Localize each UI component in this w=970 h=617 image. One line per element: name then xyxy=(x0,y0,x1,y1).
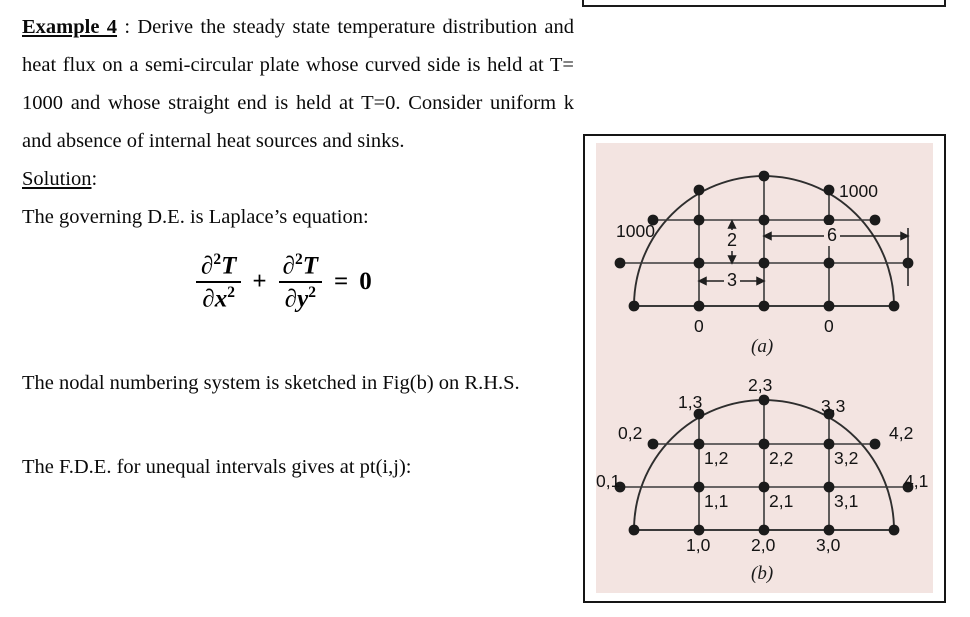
figure-canvas xyxy=(596,143,933,593)
panel-b-node-label-2-1: 2,1 xyxy=(769,491,794,511)
nodal-numbering-paragraph: The nodal numbering system is sketched in Fig(b) on R.H.S. xyxy=(22,372,520,394)
dx2-denominator xyxy=(196,281,241,313)
plus-operator: + xyxy=(252,268,267,295)
panel-b-node-label-3-0: 3,0 xyxy=(816,535,841,555)
solution-label: Solution xyxy=(22,168,92,190)
node-b-2-0 xyxy=(759,525,770,536)
node-a-1-0 xyxy=(694,301,705,312)
panel-b-node-label-3-2: 3,2 xyxy=(834,448,859,468)
node-a-3-3 xyxy=(824,185,835,196)
node-b-1-1 xyxy=(694,482,705,493)
text-column xyxy=(22,8,574,486)
node-b-3-0 xyxy=(824,525,835,536)
panel-a-label-zero-right: 0 xyxy=(824,316,834,336)
solution-colon: : xyxy=(91,168,98,190)
x-order: 2 xyxy=(227,284,235,301)
node-a-2-0 xyxy=(759,301,770,312)
partial-symbol-x-num: ∂ xyxy=(201,252,214,279)
governing-equation-intro: The governing D.E. is Laplace’s equation: xyxy=(22,206,369,228)
partial-order-x-num: 2 xyxy=(213,250,222,268)
y-variable: y xyxy=(297,285,309,313)
panel-b-node-label-0-2: 0,2 xyxy=(618,423,643,443)
panel-b-node-label-4-2: 4,2 xyxy=(889,423,914,443)
panel-b-node-label-3-3: 3,3 xyxy=(821,396,846,416)
panel-b-node-label-1-3: 1,3 xyxy=(678,392,703,412)
node-a-4-2 xyxy=(870,215,881,226)
node-b-4-0 xyxy=(889,525,900,536)
laplace-equation-expression xyxy=(192,251,372,314)
node-b-3-2 xyxy=(824,439,835,450)
node-b-0-0 xyxy=(629,525,640,536)
heading-separator: : xyxy=(117,16,138,38)
node-a-1-2 xyxy=(694,215,705,226)
panel-b-node-label-4-1: 4,1 xyxy=(904,471,929,491)
panel-b-node-label-1-1: 1,1 xyxy=(704,491,729,511)
x-variable: x xyxy=(214,285,228,313)
example-heading: Example 4 xyxy=(22,16,118,38)
panel-a-label-1000-right: 1000 xyxy=(839,181,878,201)
panel-b-node-label-1-0: 1,0 xyxy=(686,535,711,555)
figure-frame xyxy=(583,134,946,603)
solution-label-paragraph xyxy=(22,160,574,198)
equals-operator: = xyxy=(334,268,349,295)
panel-b-node-label-2-0: 2,0 xyxy=(751,535,776,555)
node-b-2-2 xyxy=(759,439,770,450)
node-b-1-2 xyxy=(694,439,705,450)
fde-paragraph: The F.D.E. for unequal intervals gives at pt(i,j): xyxy=(22,456,412,478)
panel-b-node-label-2-3: 2,3 xyxy=(748,375,773,395)
panel-a-caption: (a) xyxy=(751,336,774,357)
vertical-spacer-1 xyxy=(22,328,574,364)
node-b-3-1 xyxy=(824,482,835,493)
node-b-1-0 xyxy=(694,525,705,536)
panel-a-label-zero-left: 0 xyxy=(694,316,704,336)
panel-b-node-label-2-2: 2,2 xyxy=(769,448,794,468)
node-a-3-0 xyxy=(824,301,835,312)
panel-b-node-label-3-1: 3,1 xyxy=(834,491,859,511)
y-order: 2 xyxy=(308,284,316,301)
node-b-0-2 xyxy=(648,439,659,450)
node-b-2-1 xyxy=(759,482,770,493)
panel-a-dimension-6: 6 xyxy=(824,225,840,246)
d2T-numerator-y xyxy=(277,251,324,281)
node-a-3-1 xyxy=(824,258,835,269)
panel-b-caption: (b) xyxy=(751,563,774,584)
node-b-2-3 xyxy=(759,395,770,406)
equation-rhs-zero: 0 xyxy=(359,268,372,295)
node-a-4-0 xyxy=(889,301,900,312)
node-a-0-1 xyxy=(615,258,626,269)
panel-b-diagram xyxy=(596,365,933,593)
node-b-4-2 xyxy=(870,439,881,450)
panel-b-node-label-1-2: 1,2 xyxy=(704,448,729,468)
problem-statement-paragraph xyxy=(22,8,574,160)
dy2-denominator xyxy=(279,281,322,313)
partial-symbol-y-num: ∂ xyxy=(282,252,295,279)
panel-a-dimension-2: 2 xyxy=(724,230,740,251)
cropped-box-outline xyxy=(582,0,946,7)
node-a-2-2 xyxy=(759,215,770,226)
T-numerator-y: T xyxy=(302,252,319,279)
partial-symbol-x-den: ∂ xyxy=(202,285,215,313)
laplace-equation xyxy=(22,236,574,328)
node-a-3-2 xyxy=(824,215,835,226)
vertical-spacer-2 xyxy=(22,402,574,448)
node-a-0-0 xyxy=(629,301,640,312)
d2T-numerator-x xyxy=(195,251,242,281)
node-a-2-3 xyxy=(759,171,770,182)
partial-order-y-num: 2 xyxy=(295,250,303,268)
node-a-1-3 xyxy=(694,185,705,196)
panel-a-dimension-3: 3 xyxy=(724,270,740,291)
d2T-dy2-fraction xyxy=(277,251,324,314)
d2T-dx2-fraction xyxy=(195,251,242,314)
T-numerator-x: T xyxy=(221,252,237,279)
partial-symbol-y-den: ∂ xyxy=(284,285,298,313)
panel-a-label-1000-left: 1000 xyxy=(616,221,655,241)
node-a-1-1 xyxy=(694,258,705,269)
panel-b-node-label-0-1: 0,1 xyxy=(596,471,621,491)
problem-text: Derive the steady state temperature distribution and heat flux on a semi-circular plate whose curved side is held at T= 1000 and whose straight end is held at T=0. Consider uniform k and absence of internal heat sources and sinks. xyxy=(22,16,574,152)
node-a-2-1 xyxy=(759,258,770,269)
panel-a-diagram xyxy=(596,143,933,358)
